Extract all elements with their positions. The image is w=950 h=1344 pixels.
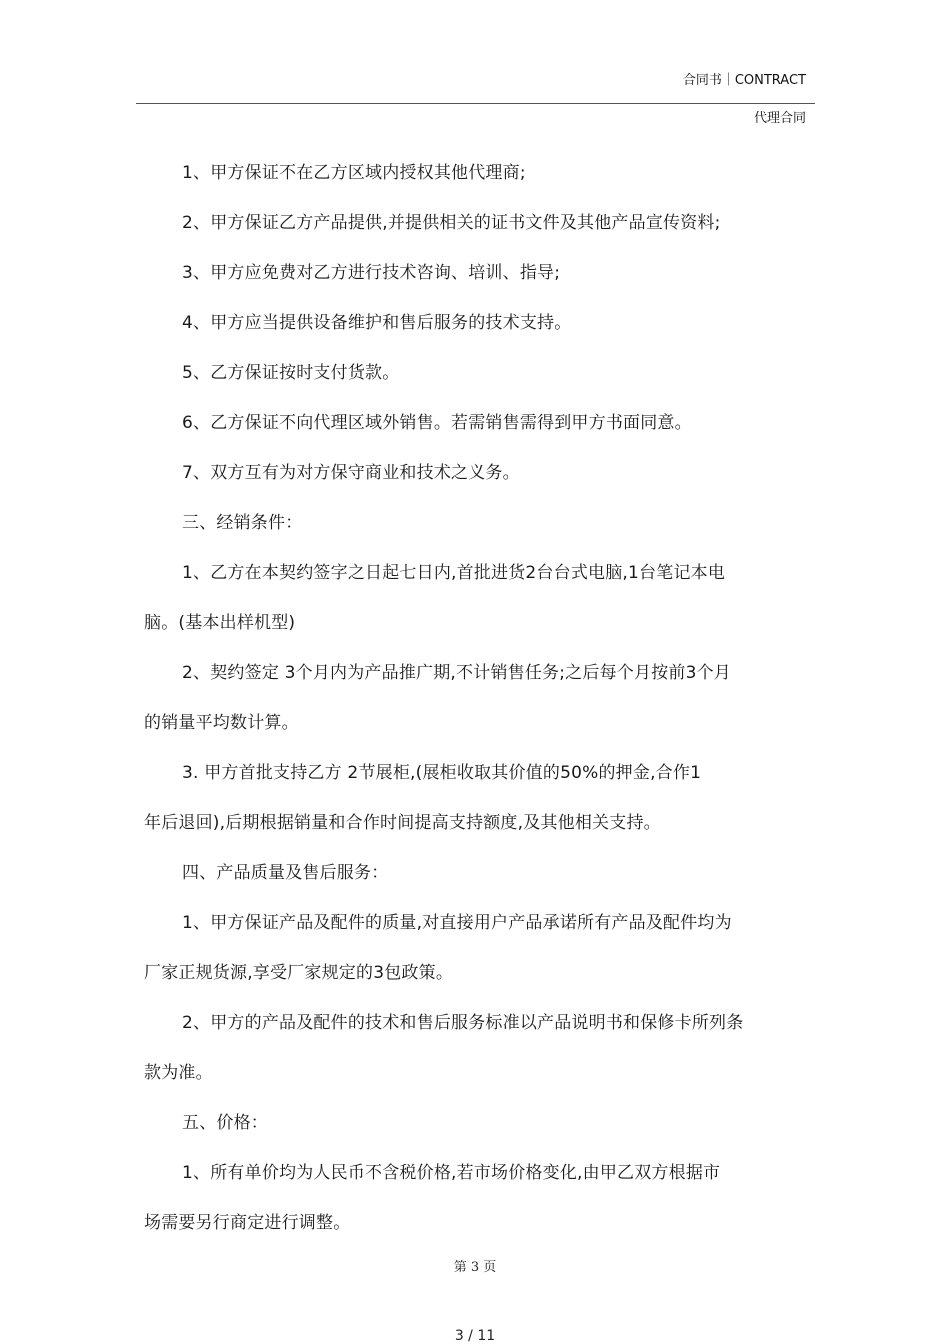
paragraph-continuation: 年后退回),后期根据销量和合作时间提高支持额度,及其他相关支持。	[144, 813, 661, 833]
paragraph: 2、甲方的产品及配件的技术和售后服务标准以产品说明书和保修卡所列条	[182, 1013, 744, 1033]
paragraph: 4、甲方应当提供设备维护和售后服务的技术支持。	[182, 313, 572, 333]
paragraph: 6、乙方保证不向代理区域外销售。若需销售需得到甲方书面同意。	[182, 413, 692, 433]
paragraph: 1、所有单价均为人民币不含税价格,若市场价格变化,由甲乙双方根据市	[182, 1163, 721, 1183]
paragraph: 2、甲方保证乙方产品提供,并提供相关的证书文件及其他产品宣传资料;	[182, 213, 721, 233]
paragraph: 2、契约签定 3个月内为产品推广期,不计销售任务;之后每个月按前3个月	[182, 663, 731, 683]
page-counter: 3 / 11	[454, 1328, 496, 1344]
paragraph: 3. 甲方首批支持乙方 2节展柜,(展柜收取其价值的50%的押金,合作1	[182, 763, 702, 783]
paragraph: 1、甲方保证不在乙方区域内授权其他代理商;	[182, 163, 526, 183]
header-subtitle: 代理合同	[753, 111, 806, 126]
page-number: 第 3 页	[453, 1260, 497, 1275]
section-heading: 五、价格：	[182, 1113, 268, 1133]
paragraph: 3、甲方应免费对乙方进行技术咨询、培训、指导;	[182, 263, 561, 283]
document-body	[144, 148, 808, 1248]
paragraph: 1、乙方在本契约签字之日起七日内,首批进货2台台式电脑,1台笔记本电	[182, 563, 726, 583]
paragraph-continuation: 的销量平均数计算。	[144, 713, 299, 733]
paragraph: 1、甲方保证产品及配件的质量,对直接用户产品承诺所有产品及配件均为	[182, 913, 732, 933]
section-heading: 三、经销条件：	[182, 513, 303, 533]
paragraph-continuation: 款为准。	[144, 1063, 213, 1083]
paragraph-continuation: 厂家正规货源,享受厂家规定的3包政策。	[144, 963, 454, 983]
paragraph-continuation: 脑。(基本出样机型)	[144, 613, 296, 633]
section-heading: 四、产品质量及售后服务：	[182, 863, 389, 883]
paragraph: 7、双方互有为对方保守商业和技术之义务。	[182, 463, 520, 483]
paragraph-continuation: 场需要另行商定进行调整。	[144, 1213, 351, 1233]
header-divider	[136, 103, 815, 104]
paragraph: 5、乙方保证按时支付货款。	[182, 363, 400, 383]
header-title: 合同书｜CONTRACT	[682, 73, 806, 88]
